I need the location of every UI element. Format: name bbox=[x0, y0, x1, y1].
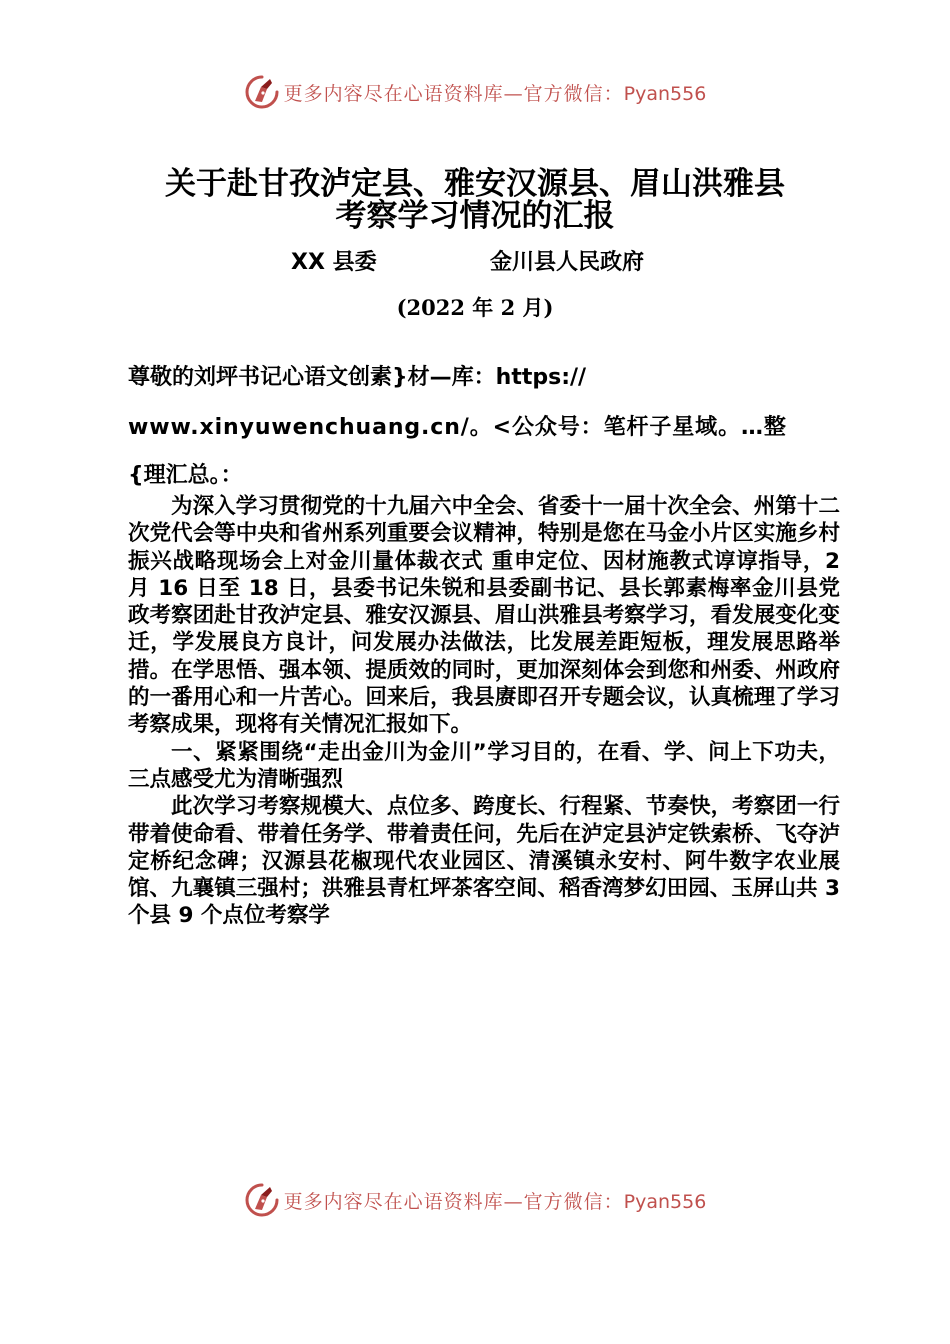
footer-banner bbox=[0, 1180, 950, 1220]
pen-nib-logo-icon bbox=[244, 74, 280, 110]
header-banner bbox=[0, 72, 950, 112]
salutation-line-1: 尊敬的刘坪书记心语文创素}材—库：https:// bbox=[128, 365, 587, 390]
document-title-line-2: 考察学习情况的汇报 bbox=[335, 198, 615, 234]
banner-text-cn: 更多内容尽在心语资料库—官方微信： bbox=[283, 1190, 624, 1213]
banner-text-wechat-id: Pyan556 bbox=[623, 1190, 707, 1213]
banner-text bbox=[284, 1187, 707, 1214]
issuer-county-government: 金川县人民政府 bbox=[490, 250, 645, 275]
section-heading-1: 一、紧紧围绕“走出金川为金川”学习目的，在看、学、问上下功夫，三点感受尤为清晰强烈 bbox=[128, 739, 840, 792]
salutation-line-2: www.xinyuwenchuang.cn/。<公众号：笔杆子星域。…整 bbox=[128, 415, 787, 440]
body-paragraph-intro: 为深入学习贯彻党的十九届六中全会、省委十一届十次全会、州第十二次党代会等中央和省州系列重要会议精神，特别是您在马金小片区实施乡村振兴战略现场会上对金川量体裁衣式 重申定位、因材施教式谆谆指导，2 月 16 日至 18 日，县委书记朱锐和县委副书记、县长郭素梅率金川县党政考察团赴甘孜泸定县、雅安汉源县、眉山洪雅县考察学习，看发展变化变迁，学发展良方良计，问发展办法做法，比发展差距短板，理发展思路举措。在学思悟、强本领、提质效的同时，更加深刻体会到您和州委、州政府的一番用心和一片苦心。回来后，我县赓即召开专题会议，认真梳理了学习考察成果，现将有关情况汇报如下。 bbox=[128, 494, 840, 738]
pen-nib-logo-icon bbox=[244, 1182, 280, 1218]
document-body bbox=[128, 493, 840, 930]
document-date: (2022 年 2 月) bbox=[396, 295, 554, 320]
salutation-line-3: {理汇总。： bbox=[128, 463, 243, 488]
banner-text-cn: 更多内容尽在心语资料库—官方微信： bbox=[283, 82, 624, 105]
banner-text-wechat-id: Pyan556 bbox=[623, 82, 707, 105]
document-title-line-1: 关于赴甘孜泸定县、雅安汉源县、眉山洪雅县 bbox=[165, 166, 785, 202]
issuer-county-committee: XX 县委 bbox=[291, 250, 377, 275]
body-paragraph-study-tour: 此次学习考察规模大、点位多、跨度长、行程紧、节奏快，考察团一行带着使命看、带着任务学、带着责任问，先后在泸定县泸定铁索桥、飞夺泸定桥纪念碑；汉源县花椒现代农业园区、清溪镇永安村、阿牛数字农业展馆、九襄镇三强村；洪雅县青杠坪茶客空间、稻香湾梦幻田园、玉屏山共 3 个县 9 个点位考察学 bbox=[128, 794, 840, 929]
banner-text bbox=[284, 79, 707, 106]
